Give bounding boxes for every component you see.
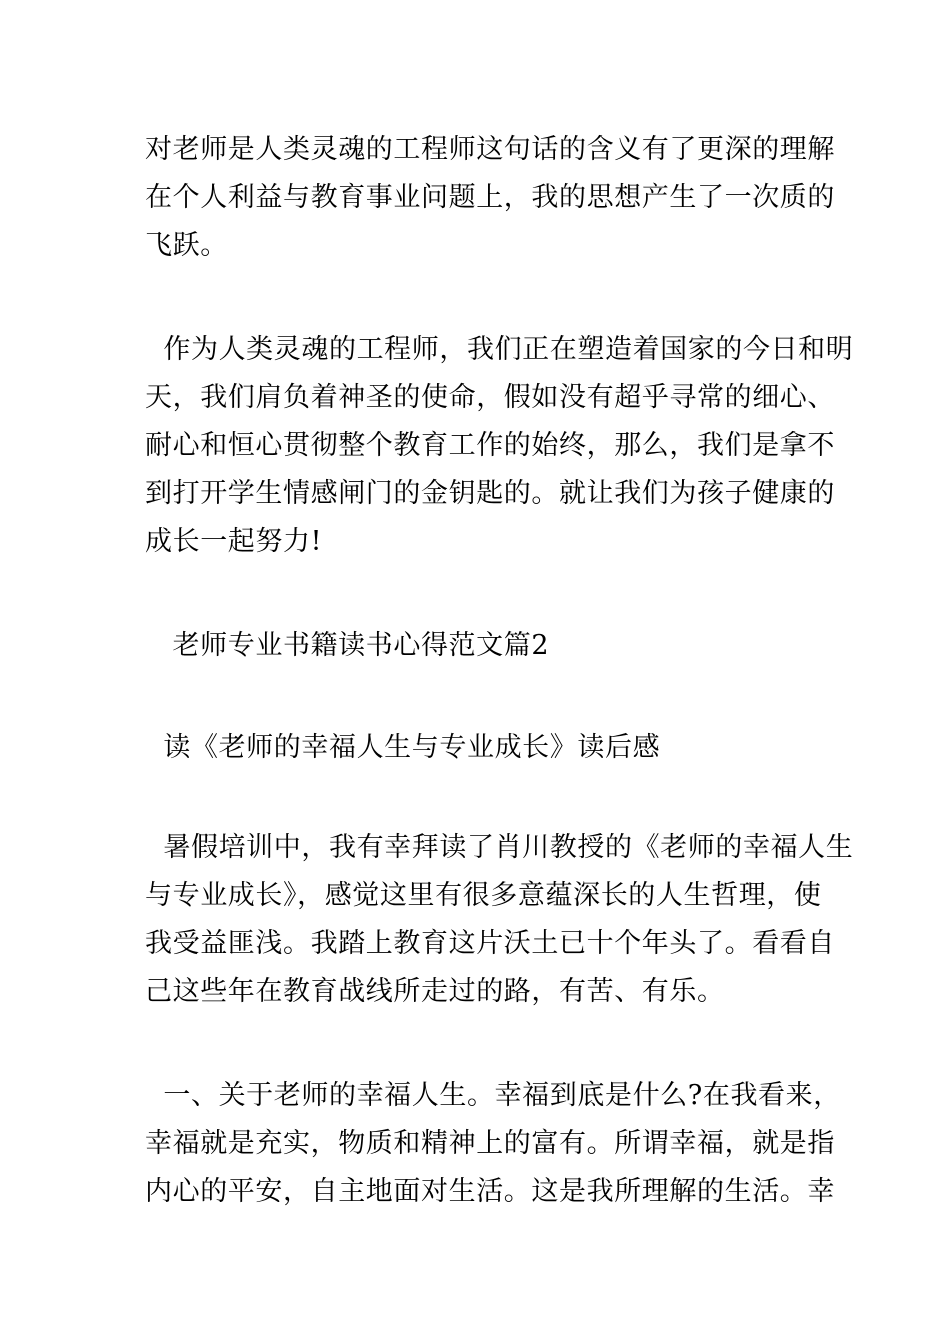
text-line: 天，我们肩负着神圣的使命，假如没有超乎寻常的细心、 (145, 382, 835, 413)
text-line: 我受益匪浅。我踏上教育这片沃土已十个年头了。看看自 (145, 928, 835, 959)
text-line: 己这些年在教育战线所走过的路，有苦、有乐。 (145, 976, 725, 1007)
text-line: 幸福就是充实，物质和精神上的富有。所谓幸福，就是指 (145, 1128, 835, 1159)
text-line: 在个人利益与教育事业问题上，我的思想产生了一次质的 (145, 182, 835, 213)
text-line: 成长一起努力! (145, 526, 323, 557)
section-heading: 老师专业书籍读书心得范文篇2 (145, 630, 550, 661)
text-line: 一、关于老师的幸福人生。幸福到底是什么?在我看来， (145, 1080, 841, 1111)
text-line: 耐心和恒心贯彻整个教育工作的始终，那么，我们是拿不 (145, 430, 835, 461)
text-line: 内心的平安，自主地面对生活。这是我所理解的生活。幸 (145, 1176, 835, 1207)
text-line: 暑假培训中，我有幸拜读了肖川教授的《老师的幸福人生 (145, 832, 854, 863)
text-line: 对老师是人类灵魂的工程师这句话的含义有了更深的理解 (145, 134, 835, 165)
article-title: 读《老师的幸福人生与专业成长》读后感 (145, 732, 661, 763)
text-line: 与专业成长》，感觉这里有很多意蕴深长的人生哲理，使 (145, 880, 822, 911)
text-line: 到打开学生情感闸门的金钥匙的。就让我们为孩子健康的 (145, 478, 835, 509)
text-line: 作为人类灵魂的工程师，我们正在塑造着国家的今日和明 (145, 334, 854, 365)
text-line: 飞跃。 (145, 230, 228, 261)
